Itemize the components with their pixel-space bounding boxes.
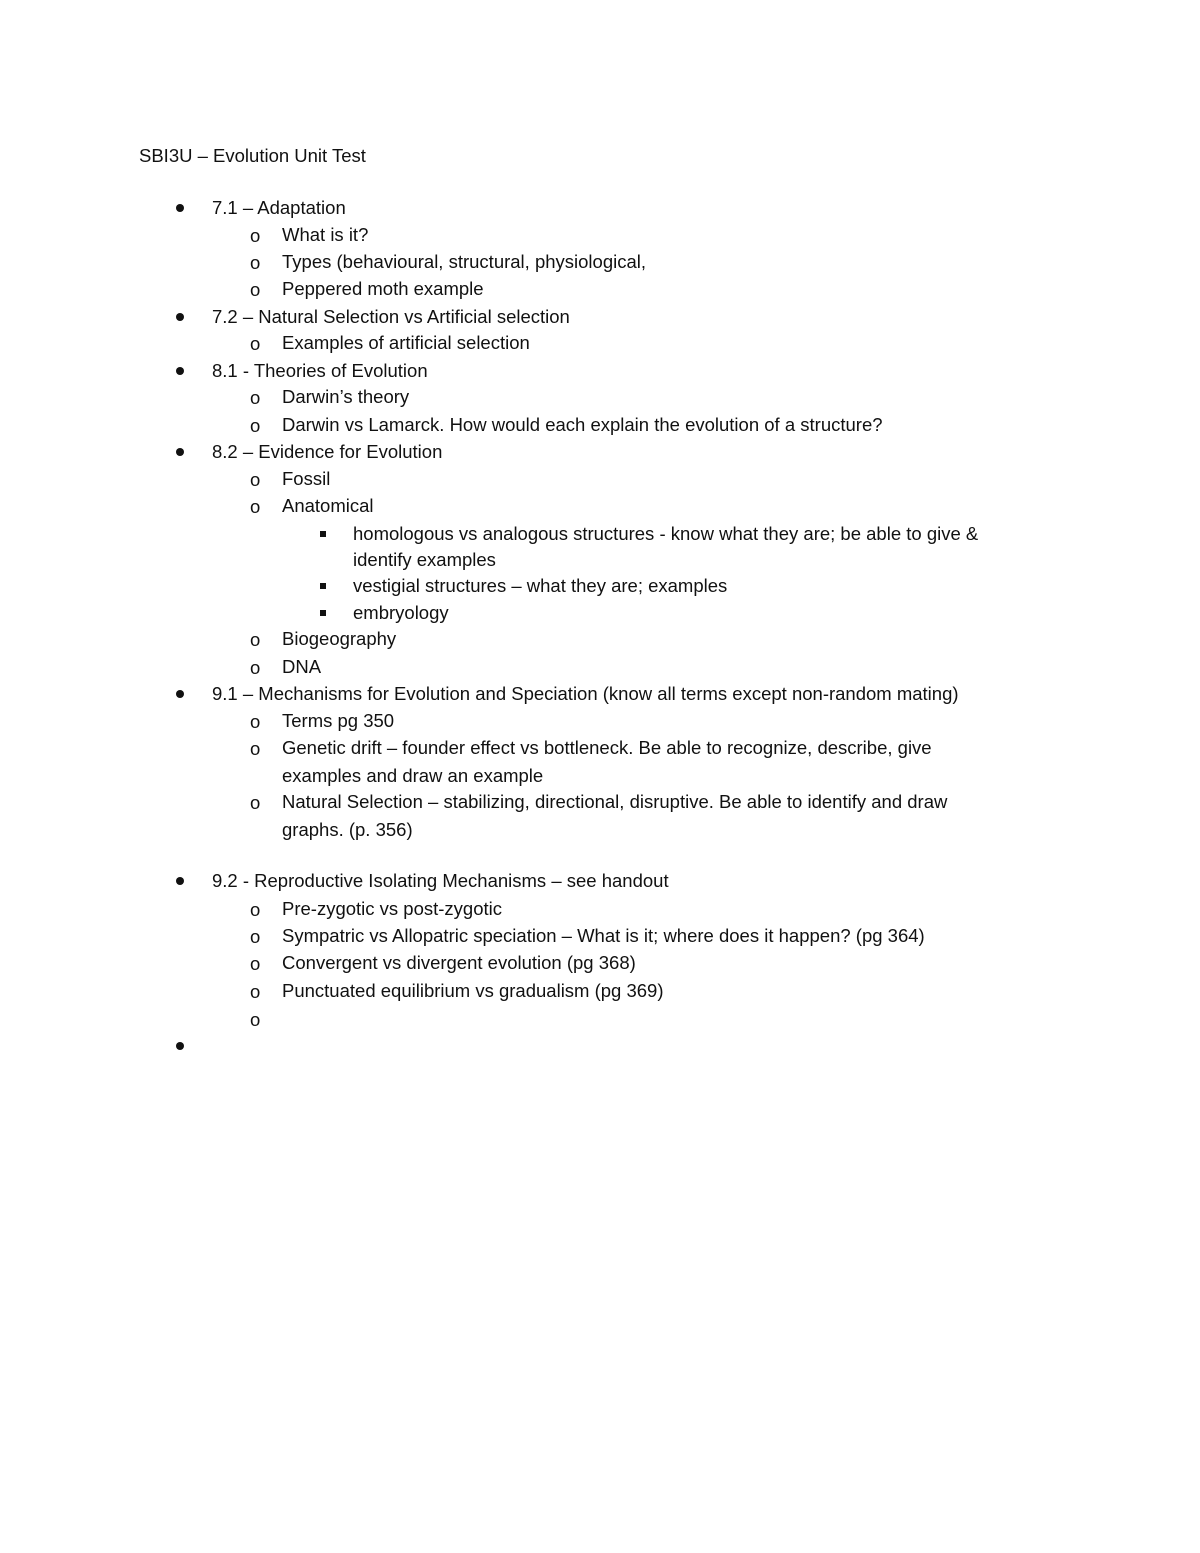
list-item: Types (behavioural, structural, physiological, [282, 251, 647, 272]
list-item: Genetic drift – founder effect vs bottleneck. Be able to recognize, describe, give [282, 737, 932, 758]
sub-list-item: vestigial structures – what they are; examples [353, 575, 728, 596]
section-heading: 7.2 – Natural Selection vs Artificial selection [212, 306, 570, 327]
list-item: DNA [282, 656, 322, 677]
section-heading: 9.2 - Reproductive Isolating Mechanisms – see handout [212, 870, 669, 891]
list-item: Terms pg 350 [282, 710, 395, 731]
sub-list-item-continuation: identify examples [353, 549, 496, 570]
list-item-continuation: examples and draw an example [282, 765, 544, 786]
circle-bullet-icon: o [250, 279, 261, 300]
list-item: What is it? [282, 224, 369, 245]
list-item: Darwin vs Lamarck. How would each explain the evolution of a structure? [282, 414, 883, 435]
list-item: Convergent vs divergent evolution (pg 368) [282, 952, 636, 973]
circle-bullet-icon: o [250, 738, 261, 759]
sub-list-item: homologous vs analogous structures - know what they are; be able to give & [353, 523, 979, 544]
list-item: Examples of artificial selection [282, 332, 530, 353]
circle-bullet-icon: o [250, 792, 261, 813]
list-item: Pre-zygotic vs post-zygotic [282, 898, 503, 919]
list-item: Biogeography [282, 628, 397, 649]
section-heading: 8.1 - Theories of Evolution [212, 360, 428, 381]
section-heading: 9.1 – Mechanisms for Evolution and Speciation (know all terms except non-random mating) [212, 683, 959, 704]
square-bullet-icon [320, 610, 326, 616]
list-item: Peppered moth example [282, 278, 484, 299]
list-item: Anatomical [282, 495, 374, 516]
circle-bullet-icon: o [250, 469, 261, 490]
page-title: SBI3U – Evolution Unit Test [139, 145, 366, 166]
list-item: Punctuated equilibrium vs gradualism (pg 369) [282, 980, 664, 1001]
list-item: Darwin’s theory [282, 386, 410, 407]
square-bullet-icon [320, 531, 326, 537]
sub-list-item: embryology [353, 602, 449, 623]
circle-bullet-icon: o [250, 415, 261, 436]
bullet-icon [176, 204, 184, 212]
section-heading: 7.1 – Adaptation [212, 197, 346, 218]
bullet-icon [176, 877, 184, 885]
list-item: Fossil [282, 468, 331, 489]
circle-bullet-icon: o [250, 225, 261, 246]
circle-bullet-icon: o [250, 657, 261, 678]
bullet-icon [176, 1042, 184, 1050]
circle-bullet-icon: o [250, 333, 261, 354]
circle-bullet-icon: o [250, 926, 261, 947]
circle-bullet-icon: o [250, 629, 261, 650]
list-item: Natural Selection – stabilizing, directional, disruptive. Be able to identify and draw [282, 791, 948, 812]
circle-bullet-icon: o [250, 387, 261, 408]
list-item-continuation: graphs. (p. 356) [282, 819, 413, 840]
bullet-icon [176, 313, 184, 321]
section-heading: 8.2 – Evidence for Evolution [212, 441, 443, 462]
circle-bullet-icon: o [250, 981, 261, 1002]
circle-bullet-icon: o [250, 496, 261, 517]
bullet-icon [176, 448, 184, 456]
circle-bullet-icon: o [250, 711, 261, 732]
circle-bullet-icon: o [250, 899, 261, 920]
circle-bullet-icon: o [250, 1009, 261, 1030]
circle-bullet-icon: o [250, 953, 261, 974]
square-bullet-icon [320, 583, 326, 589]
bullet-icon [176, 367, 184, 375]
circle-bullet-icon: o [250, 252, 261, 273]
bullet-icon [176, 690, 184, 698]
list-item: Sympatric vs Allopatric speciation – What is it; where does it happen? (pg 364) [282, 925, 925, 946]
